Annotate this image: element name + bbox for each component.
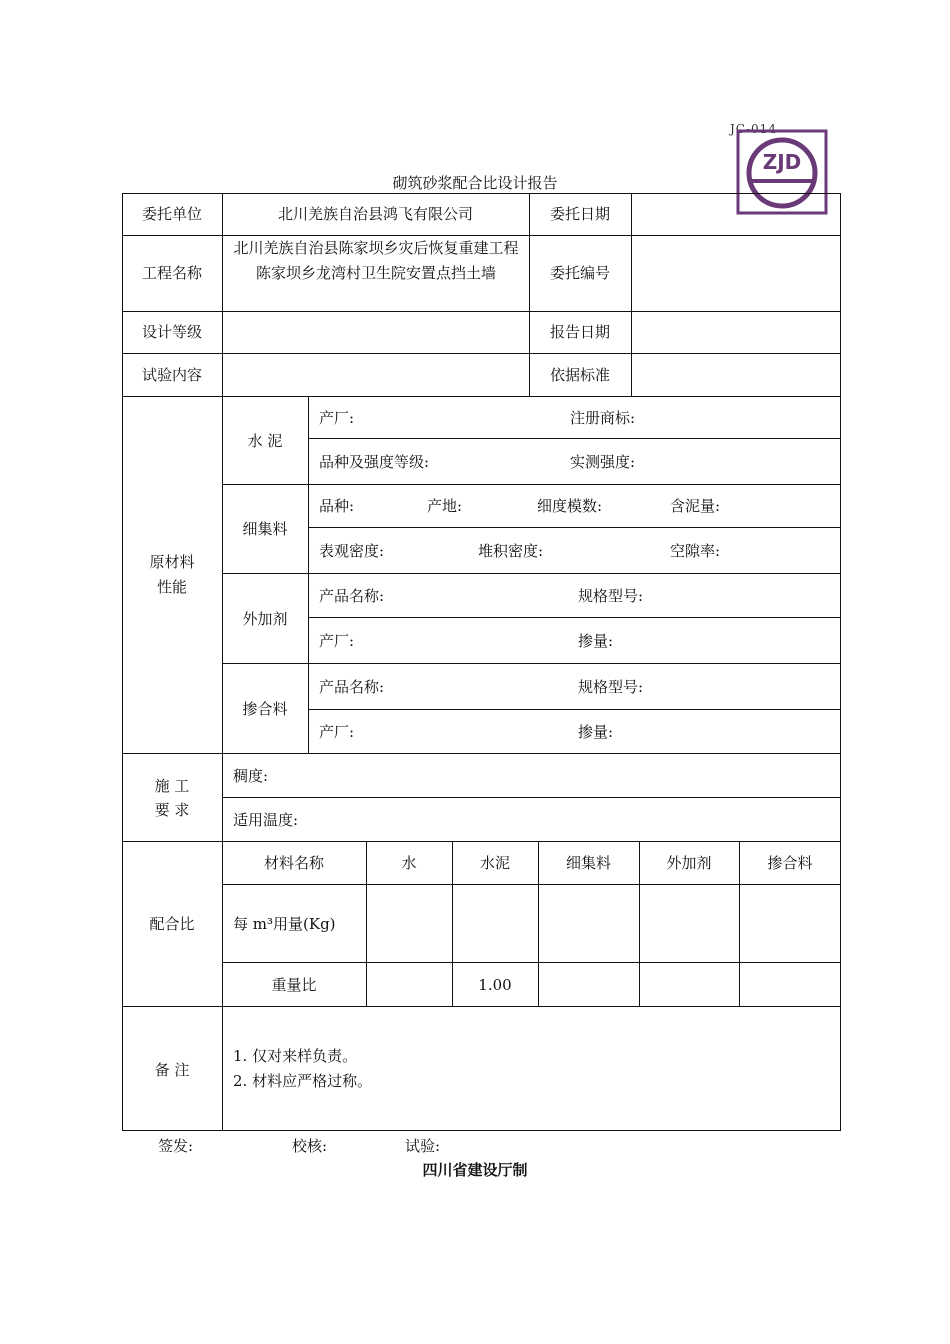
consistency-field: 稠度: [233,767,269,785]
cement-label: 水 泥 [247,432,283,450]
mix-usage-label: 每 m³用量(Kg) [233,915,336,933]
project-value: 北川羌族自治县陈家坝乡灾后恢复重建工程陈家坝乡龙湾村卫生院安置点挡土墙 [233,239,519,282]
logo-text: ZJD [762,150,802,174]
materials-label-2: 性能 [156,578,187,596]
fine-aggregate-bulk-density: 堆积密度: [478,542,544,560]
fine-aggregate-variety: 品种: [319,497,355,515]
client-label: 委托单位 [141,205,202,223]
mineral-admixture-label: 掺合料 [242,700,288,718]
remarks-label: 备 注 [154,1061,190,1079]
signature-issue: 签发: [158,1137,194,1155]
commission-no-label: 委托编号 [549,264,610,282]
mix-header-mineral-admixture: 掺合料 [767,854,813,872]
mix-header-admixture: 外加剂 [666,854,712,872]
mix-ratio-label: 重量比 [271,976,317,994]
standard-label: 依据标准 [549,366,610,384]
client-value: 北川羌族自治县鸿飞有限公司 [277,205,473,223]
mineral-admixture-manufacturer: 产厂: [319,723,355,741]
signature-check: 校核: [292,1137,328,1155]
fine-aggregate-origin: 产地: [427,497,463,515]
design-grade-label: 设计等级 [141,323,202,341]
page-title: 砌筑砂浆配合比设计报告 [392,174,558,192]
commission-date-label: 委托日期 [549,205,610,223]
fine-aggregate-mud-content: 含泥量: [670,497,721,515]
admixture-manufacturer: 产厂: [319,632,355,650]
mix-header-cement: 水泥 [479,854,510,872]
fine-aggregate-label: 细集料 [242,520,288,538]
cement-manufacturer: 产厂: [319,409,355,427]
fine-aggregate-fineness: 细度模数: [537,497,603,515]
signature-test: 试验: [405,1137,441,1155]
mix-label: 配合比 [149,915,195,933]
mix-ratio-cement: 1.00 [478,976,512,994]
project-label: 工程名称 [141,264,202,282]
mix-header-material: 材料名称 [263,854,324,872]
admixture-product-name: 产品名称: [319,587,385,605]
mix-header-water: 水 [401,854,417,872]
remarks-line-2: 2. 材料应严格过称。 [233,1072,373,1090]
mineral-admixture-product-name: 产品名称: [319,678,385,696]
mineral-admixture-spec: 规格型号: [578,678,644,696]
cement-trademark: 注册商标: [570,409,636,427]
report-date-label: 报告日期 [549,323,610,341]
admixture-spec: 规格型号: [578,587,644,605]
temperature-field: 适用温度: [233,811,299,829]
construction-label-2: 要 求 [154,801,190,819]
mix-header-fine-aggregate: 细集料 [565,854,611,872]
fine-aggregate-apparent-density: 表观密度: [319,542,385,560]
remarks-line-1: 1. 仅对来样负责。 [233,1047,358,1065]
fine-aggregate-void-ratio: 空隙率: [670,542,721,560]
test-content-label: 试验内容 [141,366,202,384]
cement-grade: 品种及强度等级: [319,453,430,471]
issuer: 四川省建设厅制 [422,1161,528,1179]
admixture-label: 外加剂 [242,610,288,628]
form-code: JC-014 [730,122,777,136]
construction-label-1: 施 工 [154,777,190,795]
cement-measured-strength: 实测强度: [570,453,636,471]
admixture-dosage: 掺量: [578,632,614,650]
mineral-admixture-dosage: 掺量: [578,723,614,741]
materials-label-1: 原材料 [149,553,195,571]
